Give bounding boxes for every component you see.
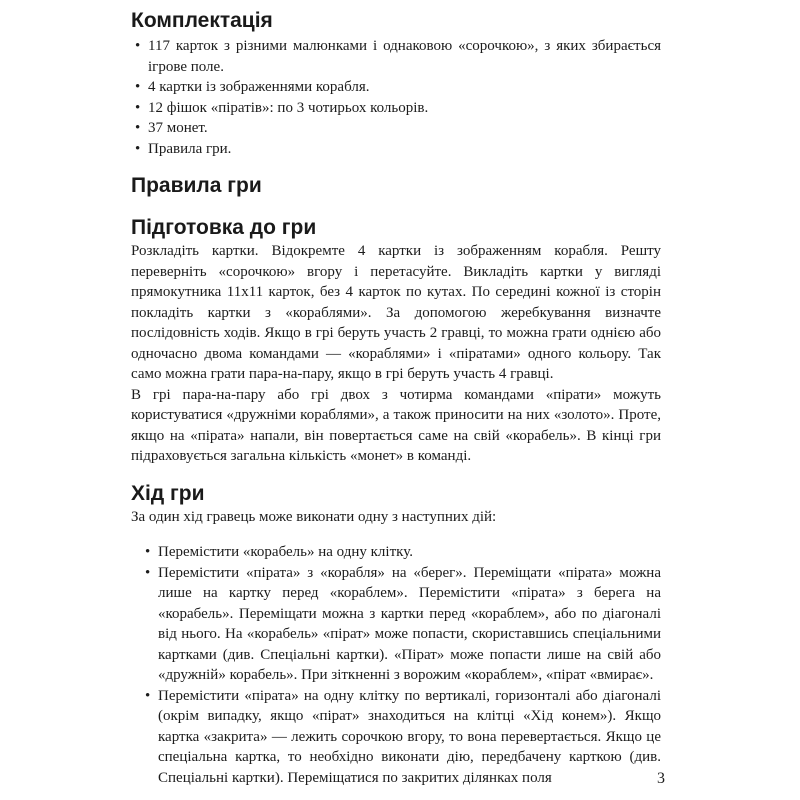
heading-pidgotovka: Підготовка до гри [131, 216, 317, 239]
page-number: 3 [657, 770, 665, 787]
paragraph-moves-intro: За один хід гравець може виконати одну з наступних дій: [131, 508, 497, 525]
paragraph-preparation-1: Розкладіть картки. Відокремте 4 картки із зображенням корабля. Решту переверніть «сорочкою» вгору і перетасуйте. Викладіть картки у вигляді прямокутника 11х11 карток, без 4 карток по кутах. По середині кожної із сторін покладіть картки з «кораблями». За допомогою жеребкування визначте послідовність ходів. Якщо в грі беруть участь 2 гравці, то можна грати однією або одночасно двома командами — «кораблями» і «піратами» одного кольору. Так само можна грати пара-на-пару, якщо в грі беруть участь 4 гравці. [131, 243, 661, 382]
list-item: • 12 фішок «піратів»: по 3 чотирьох кольорів. [148, 98, 661, 119]
heading-pravyla-gry: Правила гри [131, 174, 262, 197]
heading-komplektatsiya: Комплектація [131, 9, 273, 32]
heading-khid-gry: Хід гри [131, 481, 205, 505]
list-item: • 117 карток з різними малюнками і однаковою «сорочкою», з яких збирається ігрове поле. [148, 36, 661, 77]
list-item: • 4 картки із зображеннями корабля. [148, 77, 661, 98]
list-item: • Перемістити «пірата» з «корабля» на «берег». Переміщати «пірата» можна лише на картку перед «кораблем». Перемістити «пірата» з берега на «корабель». Переміщати можна з картки перед «кораблем», або по діагоналі від нього. На «корабель» «пірат» може попасти, скориставшись спеціальними картками (див. Спеціальні картки). «Пірат» може попасти лише на свій або «дружній» корабель». При зіткненні з ворожим «кораблем», «пірат «вмирає». [158, 563, 661, 686]
list-item: • 37 монет. [148, 118, 661, 139]
contents-list [148, 36, 661, 159]
moves-list [158, 542, 661, 788]
list-item: • Перемістити «пірата» на одну клітку по вертикалі, горизонталі або діагоналі (окрім випадку, якщо «пірат» знаходиться на клітці «Хід конем»). Якщо картка «закрита» — лежить сорочкою вгору, то вона перевертається. Якщо це спеціальна картка, то необхідно виконати дію, передбачену карткою (див. Спеціальні картки). Переміщатися по закритих ділянках поля [158, 686, 661, 789]
paragraph-preparation-2: В грі пара-на-пару або грі двох з чотирма командами «пірати» можуть користуватися «дружніми кораблями», а також приносити на них «золото». Проте, якщо на «пірата» напали, він повертається саме на свій «корабель». В кінці гри підраховується загальна кількість «монет» в команді. [131, 386, 661, 464]
page-content [131, 8, 661, 788]
list-item: • Перемістити «корабель» на одну клітку. [158, 542, 661, 563]
list-item: • Правила гри. [148, 139, 661, 160]
